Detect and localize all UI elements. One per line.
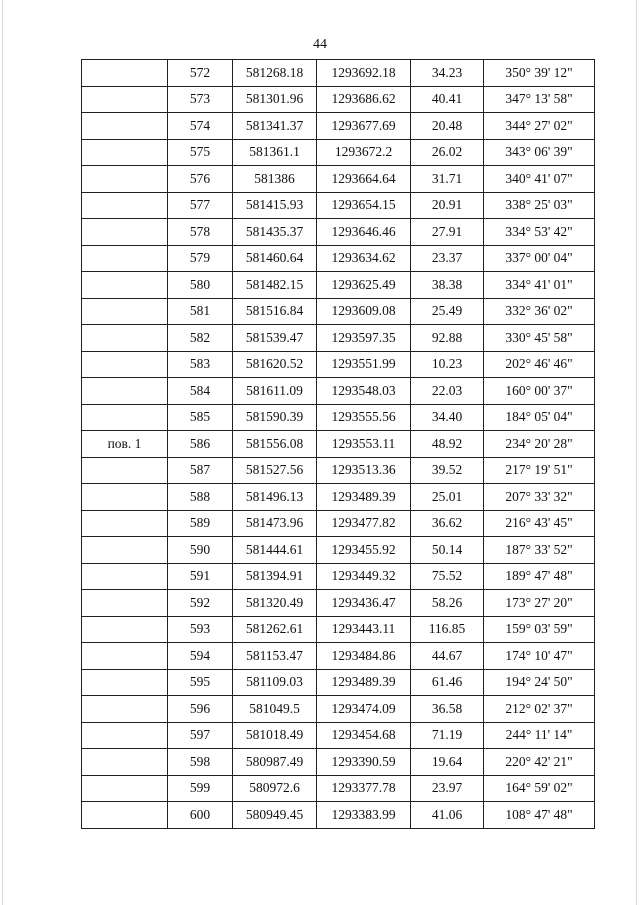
- x-coordinate-cell: 581435.37: [233, 219, 317, 246]
- table-row: [82, 616, 595, 643]
- coordinates-table-body: [82, 60, 595, 829]
- page-number: 44: [313, 37, 327, 52]
- x-coordinate-cell: 580972.6: [233, 775, 317, 802]
- segment-length-cell: 19.64: [411, 749, 484, 776]
- y-coordinate-cell: 1293455.92: [317, 537, 411, 564]
- segment-length-cell: 25.49: [411, 298, 484, 325]
- x-coordinate-cell: 581496.13: [233, 484, 317, 511]
- table-row: [82, 510, 595, 537]
- point-label-cell: [82, 378, 168, 405]
- table-row: [82, 696, 595, 723]
- table-row: [82, 245, 595, 272]
- bearing-angle-cell: 212° 02' 37": [484, 696, 595, 723]
- y-coordinate-cell: 1293634.62: [317, 245, 411, 272]
- table-row: [82, 749, 595, 776]
- y-coordinate-cell: 1293443.11: [317, 616, 411, 643]
- bearing-angle-cell: 340° 41' 07": [484, 166, 595, 193]
- point-number-cell: 595: [168, 669, 233, 696]
- y-coordinate-cell: 1293474.09: [317, 696, 411, 723]
- y-coordinate-cell: 1293551.99: [317, 351, 411, 378]
- bearing-angle-cell: 217° 19' 51": [484, 457, 595, 484]
- point-label-cell: [82, 775, 168, 802]
- bearing-angle-cell: 159° 03' 59": [484, 616, 595, 643]
- point-number-cell: 589: [168, 510, 233, 537]
- segment-length-cell: 23.37: [411, 245, 484, 272]
- bearing-angle-cell: 347° 13' 58": [484, 86, 595, 113]
- x-coordinate-cell: 581320.49: [233, 590, 317, 617]
- point-label-cell: [82, 722, 168, 749]
- point-label-cell: [82, 86, 168, 113]
- bearing-angle-cell: 207° 33' 32": [484, 484, 595, 511]
- point-number-cell: 586: [168, 431, 233, 458]
- segment-length-cell: 20.91: [411, 192, 484, 219]
- y-coordinate-cell: 1293654.15: [317, 192, 411, 219]
- y-coordinate-cell: 1293609.08: [317, 298, 411, 325]
- bearing-angle-cell: 184° 05' 04": [484, 404, 595, 431]
- bearing-angle-cell: 160° 00' 37": [484, 378, 595, 405]
- table-row: [82, 219, 595, 246]
- point-label-cell: [82, 298, 168, 325]
- point-label-cell: [82, 404, 168, 431]
- point-label-cell: [82, 484, 168, 511]
- segment-length-cell: 34.40: [411, 404, 484, 431]
- bearing-angle-cell: 234° 20' 28": [484, 431, 595, 458]
- segment-length-cell: 36.62: [411, 510, 484, 537]
- bearing-angle-cell: 164° 59' 02": [484, 775, 595, 802]
- point-label-cell: [82, 510, 168, 537]
- point-label-cell: [82, 696, 168, 723]
- point-label-cell: [82, 802, 168, 829]
- point-number-cell: 578: [168, 219, 233, 246]
- y-coordinate-cell: 1293692.18: [317, 60, 411, 87]
- bearing-angle-cell: 350° 39' 12": [484, 60, 595, 87]
- table-row: [82, 166, 595, 193]
- point-number-cell: 574: [168, 113, 233, 140]
- y-coordinate-cell: 1293436.47: [317, 590, 411, 617]
- segment-length-cell: 48.92: [411, 431, 484, 458]
- table-row: [82, 802, 595, 829]
- point-label-cell: [82, 139, 168, 166]
- segment-length-cell: 34.23: [411, 60, 484, 87]
- segment-length-cell: 92.88: [411, 325, 484, 352]
- y-coordinate-cell: 1293664.64: [317, 166, 411, 193]
- point-label-cell: [82, 192, 168, 219]
- table-row: [82, 404, 595, 431]
- table-row: [82, 722, 595, 749]
- x-coordinate-cell: 581268.18: [233, 60, 317, 87]
- table-row: [82, 537, 595, 564]
- table-row: [82, 298, 595, 325]
- x-coordinate-cell: 581361.1: [233, 139, 317, 166]
- segment-length-cell: 20.48: [411, 113, 484, 140]
- table-row: [82, 351, 595, 378]
- x-coordinate-cell: 581444.61: [233, 537, 317, 564]
- point-number-cell: 585: [168, 404, 233, 431]
- x-coordinate-cell: 581415.93: [233, 192, 317, 219]
- segment-length-cell: 58.26: [411, 590, 484, 617]
- x-coordinate-cell: 581556.08: [233, 431, 317, 458]
- y-coordinate-cell: 1293646.46: [317, 219, 411, 246]
- x-coordinate-cell: 580949.45: [233, 802, 317, 829]
- bearing-angle-cell: 330° 45' 58": [484, 325, 595, 352]
- segment-length-cell: 71.19: [411, 722, 484, 749]
- table-row: [82, 431, 595, 458]
- bearing-angle-cell: 244° 11' 14": [484, 722, 595, 749]
- x-coordinate-cell: 581460.64: [233, 245, 317, 272]
- y-coordinate-cell: 1293672.2: [317, 139, 411, 166]
- point-label-cell: [82, 325, 168, 352]
- x-coordinate-cell: 581262.61: [233, 616, 317, 643]
- point-label-cell: [82, 563, 168, 590]
- x-coordinate-cell: 581109.03: [233, 669, 317, 696]
- table-row: [82, 643, 595, 670]
- segment-length-cell: 23.97: [411, 775, 484, 802]
- table-row: [82, 457, 595, 484]
- table-row: [82, 775, 595, 802]
- point-number-cell: 580: [168, 272, 233, 299]
- table-row: [82, 325, 595, 352]
- y-coordinate-cell: 1293625.49: [317, 272, 411, 299]
- point-number-cell: 593: [168, 616, 233, 643]
- point-number-cell: 577: [168, 192, 233, 219]
- segment-length-cell: 44.67: [411, 643, 484, 670]
- point-number-cell: 587: [168, 457, 233, 484]
- point-number-cell: 584: [168, 378, 233, 405]
- x-coordinate-cell: 581386: [233, 166, 317, 193]
- y-coordinate-cell: 1293553.11: [317, 431, 411, 458]
- point-label-cell: [82, 590, 168, 617]
- table-row: [82, 378, 595, 405]
- coordinates-table: [81, 59, 595, 829]
- segment-length-cell: 61.46: [411, 669, 484, 696]
- point-label-cell: [82, 219, 168, 246]
- point-number-cell: 597: [168, 722, 233, 749]
- point-number-cell: 572: [168, 60, 233, 87]
- segment-length-cell: 36.58: [411, 696, 484, 723]
- bearing-angle-cell: 174° 10' 47": [484, 643, 595, 670]
- point-number-cell: 582: [168, 325, 233, 352]
- table-row: [82, 192, 595, 219]
- segment-length-cell: 22.03: [411, 378, 484, 405]
- point-number-cell: 598: [168, 749, 233, 776]
- point-number-cell: 588: [168, 484, 233, 511]
- segment-length-cell: 116.85: [411, 616, 484, 643]
- point-label-cell: [82, 669, 168, 696]
- point-number-cell: 575: [168, 139, 233, 166]
- y-coordinate-cell: 1293484.86: [317, 643, 411, 670]
- bearing-angle-cell: 220° 42' 21": [484, 749, 595, 776]
- segment-length-cell: 39.52: [411, 457, 484, 484]
- x-coordinate-cell: 581341.37: [233, 113, 317, 140]
- point-label-cell: [82, 537, 168, 564]
- segment-length-cell: 41.06: [411, 802, 484, 829]
- point-label-cell: [82, 616, 168, 643]
- segment-length-cell: 26.02: [411, 139, 484, 166]
- point-label-cell: [82, 166, 168, 193]
- table-row: [82, 113, 595, 140]
- bearing-angle-cell: 332° 36' 02": [484, 298, 595, 325]
- y-coordinate-cell: 1293377.78: [317, 775, 411, 802]
- x-coordinate-cell: 581527.56: [233, 457, 317, 484]
- table-row: [82, 272, 595, 299]
- point-label-cell: пов. 1: [82, 431, 168, 458]
- x-coordinate-cell: 581611.09: [233, 378, 317, 405]
- point-number-cell: 576: [168, 166, 233, 193]
- page-edge-right: [636, 0, 637, 905]
- y-coordinate-cell: 1293555.56: [317, 404, 411, 431]
- point-label-cell: [82, 245, 168, 272]
- segment-length-cell: 10.23: [411, 351, 484, 378]
- point-number-cell: 590: [168, 537, 233, 564]
- point-number-cell: 591: [168, 563, 233, 590]
- point-label-cell: [82, 643, 168, 670]
- segment-length-cell: 75.52: [411, 563, 484, 590]
- x-coordinate-cell: 581539.47: [233, 325, 317, 352]
- y-coordinate-cell: 1293489.39: [317, 484, 411, 511]
- page-edge-left: [2, 0, 3, 905]
- bearing-angle-cell: 194° 24' 50": [484, 669, 595, 696]
- point-label-cell: [82, 272, 168, 299]
- bearing-angle-cell: 189° 47' 48": [484, 563, 595, 590]
- x-coordinate-cell: 581153.47: [233, 643, 317, 670]
- x-coordinate-cell: 581018.49: [233, 722, 317, 749]
- y-coordinate-cell: 1293390.59: [317, 749, 411, 776]
- segment-length-cell: 31.71: [411, 166, 484, 193]
- segment-length-cell: 50.14: [411, 537, 484, 564]
- y-coordinate-cell: 1293477.82: [317, 510, 411, 537]
- table-row: [82, 60, 595, 87]
- segment-length-cell: 25.01: [411, 484, 484, 511]
- point-label-cell: [82, 457, 168, 484]
- point-number-cell: 573: [168, 86, 233, 113]
- x-coordinate-cell: 581620.52: [233, 351, 317, 378]
- x-coordinate-cell: 581049.5: [233, 696, 317, 723]
- x-coordinate-cell: 581590.39: [233, 404, 317, 431]
- bearing-angle-cell: 338° 25' 03": [484, 192, 595, 219]
- point-number-cell: 581: [168, 298, 233, 325]
- bearing-angle-cell: 108° 47' 48": [484, 802, 595, 829]
- bearing-angle-cell: 334° 41' 01": [484, 272, 595, 299]
- point-label-cell: [82, 351, 168, 378]
- y-coordinate-cell: 1293677.69: [317, 113, 411, 140]
- x-coordinate-cell: 581394.91: [233, 563, 317, 590]
- x-coordinate-cell: 580987.49: [233, 749, 317, 776]
- segment-length-cell: 27.91: [411, 219, 484, 246]
- point-number-cell: 594: [168, 643, 233, 670]
- bearing-angle-cell: 337° 00' 04": [484, 245, 595, 272]
- x-coordinate-cell: 581516.84: [233, 298, 317, 325]
- point-label-cell: [82, 113, 168, 140]
- bearing-angle-cell: 187° 33' 52": [484, 537, 595, 564]
- point-label-cell: [82, 60, 168, 87]
- bearing-angle-cell: 173° 27' 20": [484, 590, 595, 617]
- y-coordinate-cell: 1293597.35: [317, 325, 411, 352]
- y-coordinate-cell: 1293383.99: [317, 802, 411, 829]
- point-label-cell: [82, 749, 168, 776]
- bearing-angle-cell: 216° 43' 45": [484, 510, 595, 537]
- table-row: [82, 484, 595, 511]
- segment-length-cell: 40.41: [411, 86, 484, 113]
- point-number-cell: 596: [168, 696, 233, 723]
- table-row: [82, 86, 595, 113]
- bearing-angle-cell: 344° 27' 02": [484, 113, 595, 140]
- bearing-angle-cell: 202° 46' 46": [484, 351, 595, 378]
- y-coordinate-cell: 1293449.32: [317, 563, 411, 590]
- y-coordinate-cell: 1293513.36: [317, 457, 411, 484]
- point-number-cell: 583: [168, 351, 233, 378]
- bearing-angle-cell: 334° 53' 42": [484, 219, 595, 246]
- y-coordinate-cell: 1293489.39: [317, 669, 411, 696]
- x-coordinate-cell: 581482.15: [233, 272, 317, 299]
- table-row: [82, 669, 595, 696]
- segment-length-cell: 38.38: [411, 272, 484, 299]
- y-coordinate-cell: 1293686.62: [317, 86, 411, 113]
- point-number-cell: 592: [168, 590, 233, 617]
- bearing-angle-cell: 343° 06' 39": [484, 139, 595, 166]
- table-row: [82, 590, 595, 617]
- point-number-cell: 600: [168, 802, 233, 829]
- y-coordinate-cell: 1293548.03: [317, 378, 411, 405]
- table-row: [82, 139, 595, 166]
- y-coordinate-cell: 1293454.68: [317, 722, 411, 749]
- point-number-cell: 579: [168, 245, 233, 272]
- x-coordinate-cell: 581301.96: [233, 86, 317, 113]
- point-number-cell: 599: [168, 775, 233, 802]
- table-row: [82, 563, 595, 590]
- x-coordinate-cell: 581473.96: [233, 510, 317, 537]
